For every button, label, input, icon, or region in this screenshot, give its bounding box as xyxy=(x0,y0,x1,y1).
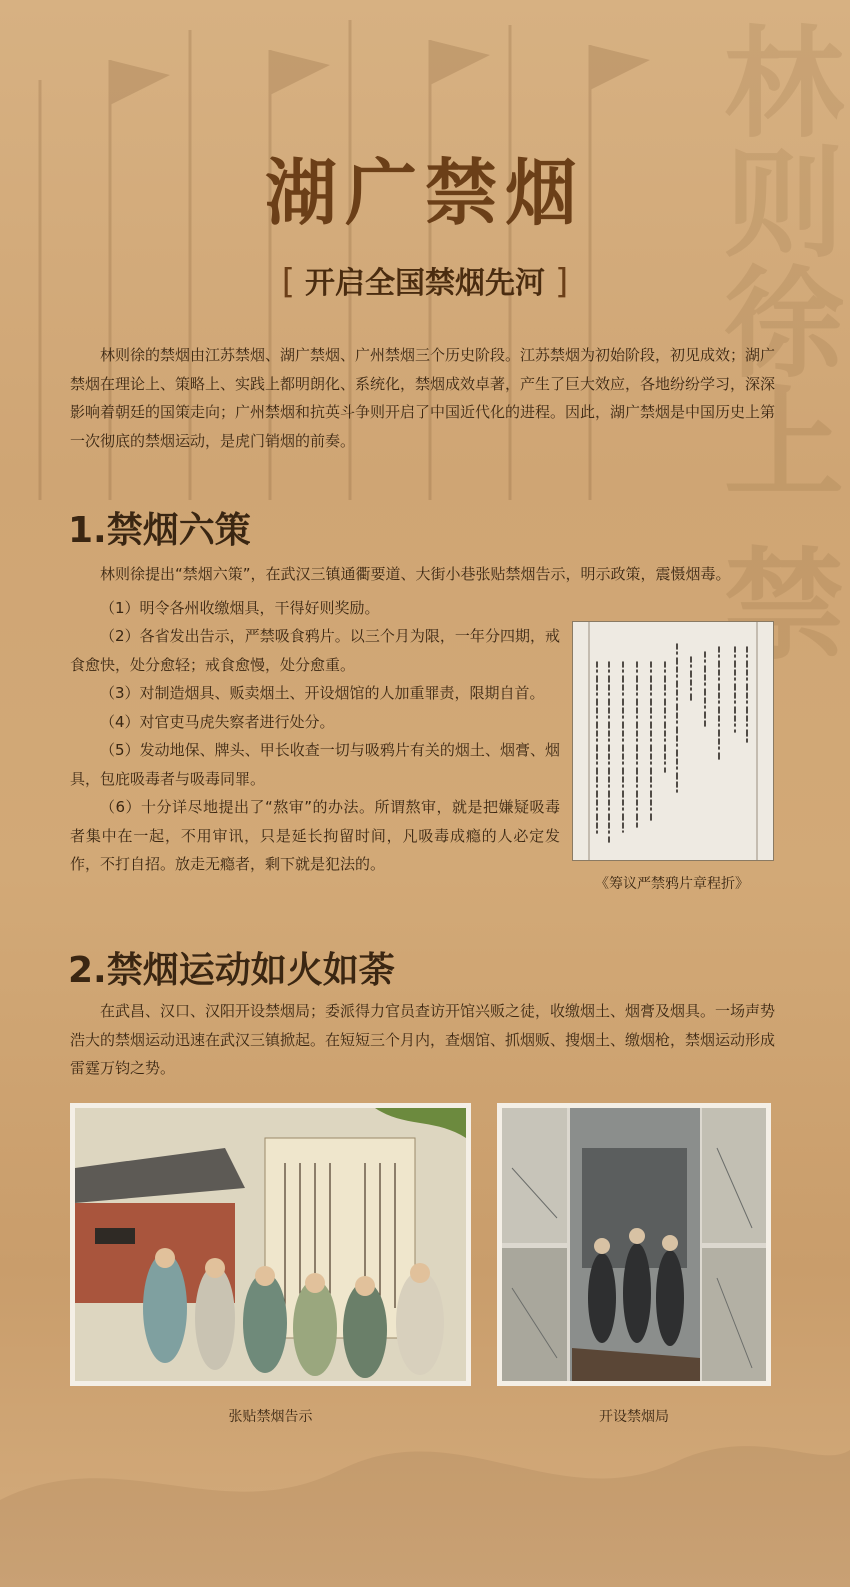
page-subtitle xyxy=(0,258,850,302)
handwriting-illustration xyxy=(573,622,773,860)
section1-lead: 林则徐提出“禁烟六策”，在武汉三镇通衢要道、大街小巷张贴禁烟告示，明示政策，震慑烟毒。 xyxy=(100,565,731,583)
page-title: 湖广禁烟 xyxy=(264,150,585,235)
photo1-caption: 张贴禁烟告示 xyxy=(228,1409,313,1425)
section2-lead: 在武昌、汉口、汉阳开设禁烟局；委派得力官员查访开馆兴贩之徒，收缴烟土、烟膏及烟具。一场声势浩大的禁烟运动迅速在武汉三镇掀起。在短短三个月内，查烟馆、抓烟贩、搜烟土、缴烟枪，禁烟运动形成雷霆万钧之势。 xyxy=(70,1002,776,1077)
policy-item-6: （6）十分详尽地提出了“熬审”的办法。所谓熬审，就是把嫌疑吸毒者集中在一起，不用审讯，只是延长拘留时间，凡吸毒成瘾的人必定发作，不打自招。放走无瘾者，剩下就是犯法的。 xyxy=(70,798,560,873)
memorial-document-image xyxy=(572,621,774,861)
document-image-caption: 《筹议严禁鸦片章程折》 xyxy=(595,876,749,892)
section2-heading: 2.禁烟运动如火如荼 xyxy=(68,950,395,991)
notice-scene xyxy=(75,1108,466,1381)
right-bracket: ] xyxy=(555,262,569,302)
posting-notice-illustration xyxy=(70,1103,471,1386)
subtitle-text: 开启全国禁烟先河 xyxy=(305,266,545,301)
policy-item-2: （2）各省发出告示，严禁吸食鸦片。以三个月为限，一年分四期，戒食愈快，处分愈轻；戒食愈慢，处分愈重。 xyxy=(70,627,560,674)
watermark-text: 林则徐上 禁 xyxy=(704,20,845,662)
photo2-caption: 开设禁烟局 xyxy=(599,1409,669,1425)
left-bracket: [ xyxy=(281,262,295,302)
policy-item-4: （4）对官吏马虎失察者进行处分。 xyxy=(100,713,335,731)
intro-paragraph: 林则徐的禁烟由江苏禁烟、湖广禁烟、广州禁烟三个历史阶段。江苏禁烟为初始阶段，初见成效；湖广禁烟在理论上、策略上、实践上都明朗化、系统化，禁烟成效卓著，产生了巨大效应，各地纷纷学习，深深影响着朝廷的国策走向；广州禁烟和抗英斗争则开启了中国近代化的进程。因此，湖广禁烟是中国历史上第一次彻底的禁烟运动，是虎门销烟的前奏。 xyxy=(70,346,776,450)
opium-bureau-illustration xyxy=(497,1103,771,1386)
policy-item-5: （5）发动地保、牌头、甲长收查一切与吸鸦片有关的烟土、烟膏、烟具，包庇吸毒者与吸毒同罪。 xyxy=(70,741,560,788)
policy-item-3: （3）对制造烟具、贩卖烟土、开设烟馆的人加重罪责，限期自首。 xyxy=(100,684,545,702)
bureau-scene xyxy=(502,1108,766,1381)
section1-heading: 1.禁烟六策 xyxy=(68,510,251,551)
policy-item-1: （1）明令各州收缴烟具，干得好则奖励。 xyxy=(100,599,380,617)
